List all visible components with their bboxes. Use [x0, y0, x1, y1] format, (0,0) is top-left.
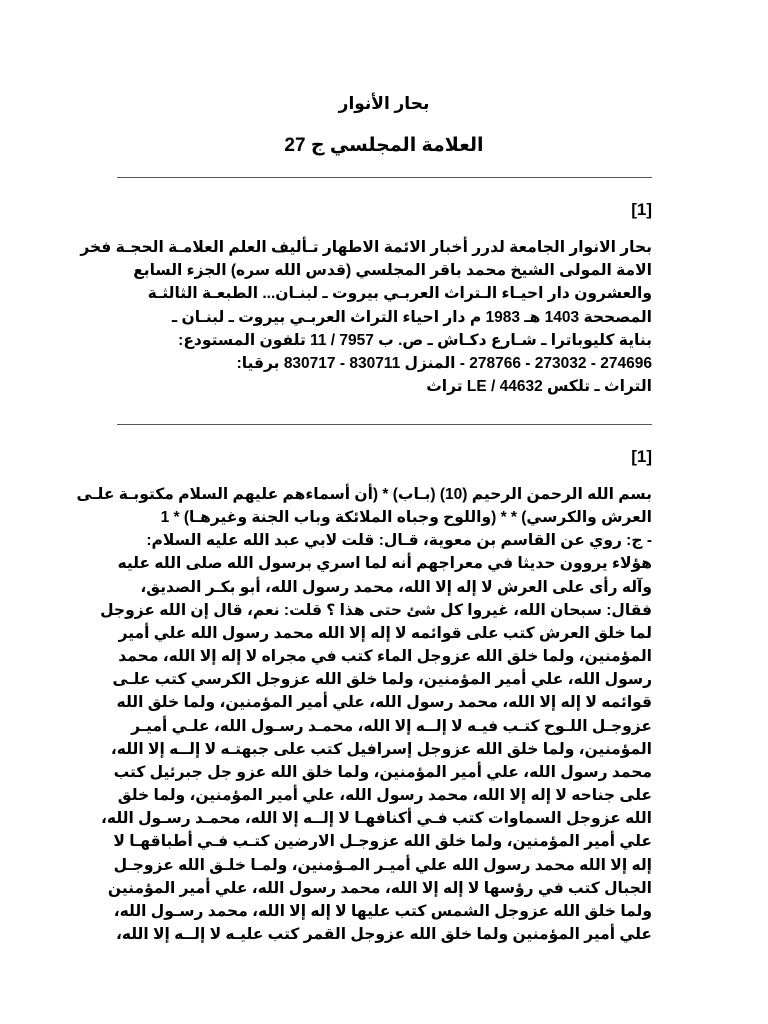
divider: [117, 424, 652, 425]
book-title: بحار الأنوار: [338, 94, 430, 113]
text-line: محمد رسول الله، علي أمير المؤمنين، ولما خلق الله عزو جل جبرئيل كتب: [113, 763, 652, 781]
text-line: علي أمير المؤمنين ولما خلق الله عزوجل القمر كتب عليـه لا إلــه إلا الله،: [115, 925, 652, 943]
text-line: علي أمير المؤمنين، ولما خلق الله عزوجـل الارضين كتـب فـي أطباقهـا لا: [113, 833, 652, 851]
text-line: التراث ـ تلكس LE / 44632 تراث: [426, 378, 652, 396]
text-line: بسم الله الرحمن الرحيم (10) (بـاب) * (أن أسماءهم عليهم السلام مكتوبـة علـى: [76, 486, 652, 503]
text-line: الامة المولى الشيخ محمد باقر المجلسي (قدس الله سره) الجزء السابع: [133, 262, 652, 280]
text-line: المؤمنين، ولما خلق الله عزوجل الماء كتب في مجراه لا إله إلا الله، محمد: [118, 648, 652, 666]
text-line: قوائمه لا إله إلا الله، محمد رسول الله، علي أمير المؤمنين، ولما خلق الله: [116, 694, 652, 712]
text-line: الله عزوجل السماوات كتب فـي أكنافهـا لا إلــه إلا الله، محمـد رسـول الله،: [101, 810, 652, 828]
text-line: بحار الانوار الجامعة لدرر أخبار الائمة الاطهار تـأليف العلم العلامـة الحجـة فخر: [80, 239, 652, 256]
text-line: وآله رأى على العرش لا إله إلا الله، محمد رسول الله، أبو بكـر الصديق،: [140, 578, 652, 596]
text-line: الجبال كتب في رؤسها لا إله إلا الله، محمد رسول الله، علي أمير المؤمنين: [107, 879, 652, 897]
text-line: المصححة 1403 هـ 1983 م دار احياء التراث العربـي بيروت ـ لبنـان ـ: [171, 308, 652, 326]
body-paragraph: [76, 483, 652, 946]
text-line: فقال: سبحان الله، غيروا كل شئ حتى هذا ؟ قلت: نعم، قال إن الله عزوجل: [100, 601, 652, 619]
section-marker: [1]: [631, 200, 652, 219]
text-line: رسول الله، علي أمير المؤمنين، ولما خلق الله عزوجل الكرسي كتب علـى: [112, 671, 652, 689]
text-line: هؤلاء يروون حديثا في معراجهم أنه لما اسري برسول الله صلى الله عليه: [117, 555, 652, 573]
text-line: والعشرون دار احيـاء الـتراث العربـي بيروت ـ لبنـان... الطبعـة الثالثـة: [147, 285, 652, 303]
section-marker: [1]: [631, 447, 652, 466]
text-line: - ج: روي عن القاسم بن معوية، قـال: قلت لابي عبد الله عليه السلام:: [146, 532, 652, 550]
text-line: عزوجـل اللـوح كتـب فيـه لا إلــه إلا الله، محمـد رسـول الله، علـي أميـر: [131, 717, 652, 735]
text-line: بناية كليوباترا ـ شـارع دكـاش ـ ص. ب 7957 / 11 تلفون المستودع:: [178, 331, 652, 349]
text-line: 274696 - 273032 - 278766 - المنزل 830711 - 830717 برقيا:: [236, 355, 652, 373]
text-line: إله إلا الله محمد رسول الله علي أميـر المـؤمنين، ولمـا خلـق الله عزوجـل: [113, 856, 652, 874]
author-volume-title: العلامة المجلسي ج 27: [284, 135, 484, 156]
text-line: على جناحه لا إله إلا الله، محمد رسول الله، علي أمير المؤمنين، ولما خلق: [117, 787, 652, 805]
publication-info-paragraph: [80, 236, 652, 398]
text-line: لما خلق العرش كتب على قوائمه لا إله إلا الله محمد رسول الله علي أمير: [118, 624, 652, 642]
text-line: ولما خلق الله عزوجل الشمس كتب عليها لا إله إلا الله، محمد رسـول الله،: [113, 902, 652, 920]
text-line: المؤمنين، ولما خلق الله عزوجل إسرافيل كتب على جبهتـه لا إلــه إلا الله،: [110, 740, 652, 758]
text-line: العرش والكرسي) * * (واللوح وجباه الملائكة وباب الجنة وغيرهـا) * 1: [160, 509, 652, 527]
divider: [117, 177, 652, 178]
